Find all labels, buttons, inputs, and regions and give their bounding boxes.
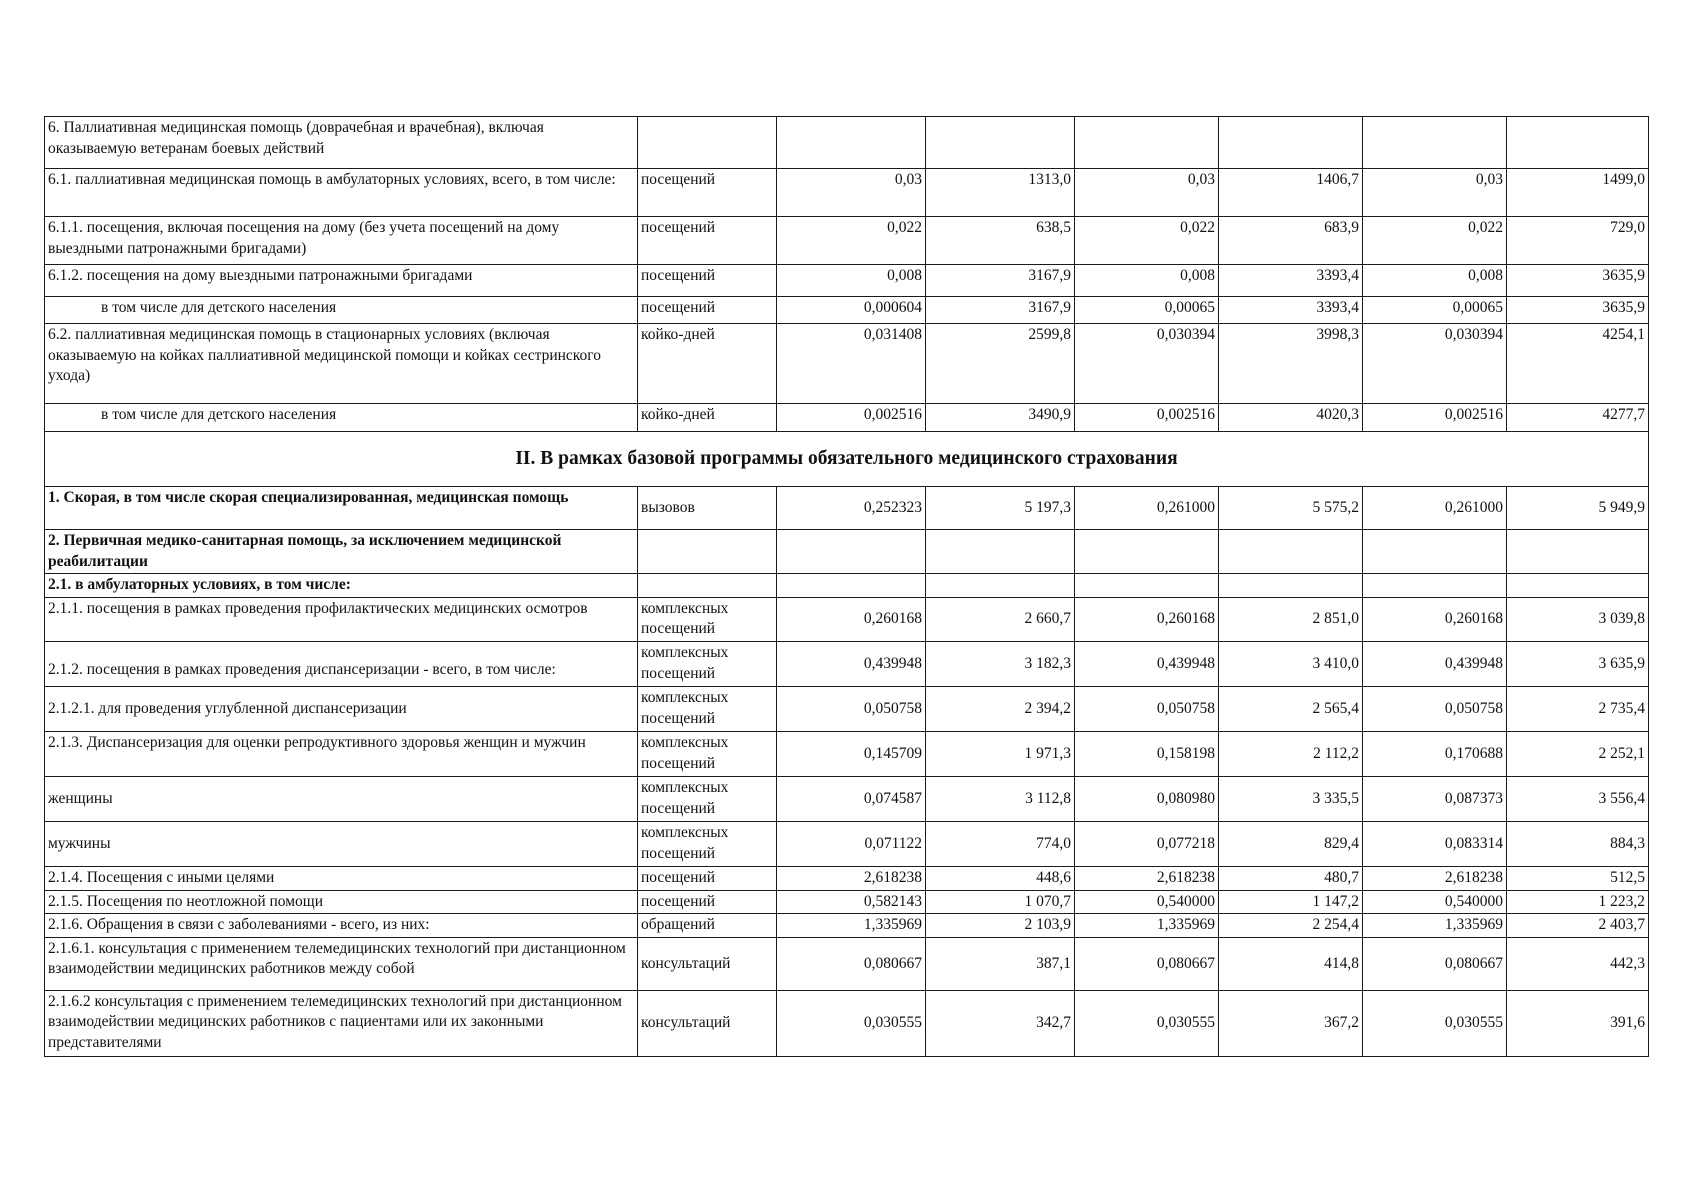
value-cell: 1 223,2 — [1507, 890, 1649, 914]
value-cell: 0,030394 — [1363, 324, 1507, 404]
value-cell — [1363, 117, 1507, 169]
value-cell: 0,261000 — [1363, 487, 1507, 530]
row-unit: комплексных посещений — [638, 597, 777, 641]
value-cell: 0,074587 — [777, 777, 926, 822]
value-cell: 0,540000 — [1363, 890, 1507, 914]
value-cell: 3 039,8 — [1507, 597, 1649, 641]
value-cell: 2 252,1 — [1507, 732, 1649, 777]
value-cell — [926, 117, 1075, 169]
value-cell: 0,008 — [1363, 265, 1507, 297]
value-cell: 0,030555 — [1363, 990, 1507, 1056]
table-row — [45, 217, 1649, 265]
table-row — [45, 265, 1649, 297]
table-row — [45, 732, 1649, 777]
row-unit: комплексных посещений — [638, 642, 777, 687]
value-cell — [1507, 530, 1649, 574]
value-cell: 0,030394 — [1075, 324, 1219, 404]
value-cell: 1,335969 — [777, 914, 926, 938]
value-cell: 2 103,9 — [926, 914, 1075, 938]
value-cell: 1406,7 — [1219, 169, 1363, 217]
row-label: 2. Первичная медико-санитарная помощь, за исключением медицинской реабилитации — [45, 530, 638, 574]
value-cell: 0,00065 — [1075, 297, 1219, 324]
value-cell: 0,145709 — [777, 732, 926, 777]
row-unit: консультаций — [638, 990, 777, 1056]
row-unit: посещений — [638, 217, 777, 265]
value-cell: 0,002516 — [1363, 404, 1507, 432]
table-row — [45, 777, 1649, 822]
value-cell: 0,031408 — [777, 324, 926, 404]
value-cell: 391,6 — [1507, 990, 1649, 1056]
value-cell: 0,050758 — [777, 687, 926, 732]
table-row — [45, 324, 1649, 404]
row-label: 1. Скорая, в том числе скорая специализированная, медицинская помощь — [45, 487, 638, 530]
table-row — [45, 574, 1649, 598]
table-row — [45, 687, 1649, 732]
row-label: 6.1. паллиативная медицинская помощь в амбулаторных условиях, всего, в том числе: — [45, 169, 638, 217]
value-cell: 3167,9 — [926, 265, 1075, 297]
value-cell: 2599,8 — [926, 324, 1075, 404]
value-cell: 2 403,7 — [1507, 914, 1649, 938]
value-cell: 342,7 — [926, 990, 1075, 1056]
value-cell — [926, 530, 1075, 574]
value-cell — [777, 117, 926, 169]
table-row — [45, 937, 1649, 990]
value-cell: 0,030555 — [777, 990, 926, 1056]
value-cell: 480,7 — [1219, 867, 1363, 891]
row-unit — [638, 117, 777, 169]
row-unit: койко-дней — [638, 404, 777, 432]
value-cell: 0,252323 — [777, 487, 926, 530]
value-cell: 0,261000 — [1075, 487, 1219, 530]
table-row — [45, 169, 1649, 217]
value-cell: 0,00065 — [1363, 297, 1507, 324]
value-cell: 0,022 — [777, 217, 926, 265]
value-cell: 0,540000 — [1075, 890, 1219, 914]
norms-table — [44, 116, 1649, 1057]
row-unit: посещений — [638, 867, 777, 891]
row-unit: обращений — [638, 914, 777, 938]
row-unit: консультаций — [638, 937, 777, 990]
row-label: 2.1.6.1. консультация с применением телемедицинских технологий при дистанционном взаимодействии медицинских работников между собой — [45, 937, 638, 990]
value-cell: 3 635,9 — [1507, 642, 1649, 687]
table-row — [45, 990, 1649, 1056]
row-label: 2.1. в амбулаторных условиях, в том числе: — [45, 574, 638, 598]
value-cell: 0,050758 — [1363, 687, 1507, 732]
table-row — [45, 530, 1649, 574]
value-cell: 884,3 — [1507, 822, 1649, 867]
value-cell: 3167,9 — [926, 297, 1075, 324]
value-cell: 2 112,2 — [1219, 732, 1363, 777]
value-cell: 1313,0 — [926, 169, 1075, 217]
value-cell: 0,080667 — [1075, 937, 1219, 990]
value-cell: 442,3 — [1507, 937, 1649, 990]
row-label: 2.1.6.2 консультация с применением телемедицинских технологий при дистанционном взаимодействии медицинских работников с пациентами или их законными представителями — [45, 990, 638, 1056]
value-cell: 1 070,7 — [926, 890, 1075, 914]
table-row — [45, 642, 1649, 687]
value-cell: 683,9 — [1219, 217, 1363, 265]
table-row — [45, 487, 1649, 530]
value-cell — [1219, 530, 1363, 574]
value-cell — [1075, 117, 1219, 169]
row-unit: посещений — [638, 890, 777, 914]
row-label: в том числе для детского населения — [45, 404, 638, 432]
value-cell: 5 949,9 — [1507, 487, 1649, 530]
value-cell: 2 851,0 — [1219, 597, 1363, 641]
value-cell: 0,03 — [1363, 169, 1507, 217]
value-cell: 2,618238 — [1363, 867, 1507, 891]
value-cell: 0,080667 — [777, 937, 926, 990]
value-cell: 3 410,0 — [1219, 642, 1363, 687]
value-cell: 3998,3 — [1219, 324, 1363, 404]
row-label: 6. Паллиативная медицинская помощь (доврачебная и врачебная), включая оказываемую ветеранам боевых действий — [45, 117, 638, 169]
value-cell: 3 182,3 — [926, 642, 1075, 687]
table-row — [45, 822, 1649, 867]
value-cell: 729,0 — [1507, 217, 1649, 265]
value-cell: 0,030555 — [1075, 990, 1219, 1056]
value-cell: 2,618238 — [777, 867, 926, 891]
value-cell: 774,0 — [926, 822, 1075, 867]
row-label: 2.1.3. Диспансеризация для оценки репродуктивного здоровья женщин и мужчин — [45, 732, 638, 777]
row-unit: комплексных посещений — [638, 822, 777, 867]
value-cell: 3 335,5 — [1219, 777, 1363, 822]
value-cell: 2 394,2 — [926, 687, 1075, 732]
row-label: 2.1.6. Обращения в связи с заболеваниями - всего, из них: — [45, 914, 638, 938]
value-cell: 1,335969 — [1363, 914, 1507, 938]
value-cell: 0,439948 — [1075, 642, 1219, 687]
table-row — [45, 867, 1649, 891]
value-cell: 0,000604 — [777, 297, 926, 324]
value-cell: 4277,7 — [1507, 404, 1649, 432]
row-unit: комплексных посещений — [638, 687, 777, 732]
value-cell: 0,077218 — [1075, 822, 1219, 867]
table-row — [45, 117, 1649, 169]
value-cell: 0,158198 — [1075, 732, 1219, 777]
row-label: 2.1.2. посещения в рамках проведения диспансеризации - всего, в том числе: — [45, 642, 638, 687]
value-cell: 3635,9 — [1507, 297, 1649, 324]
value-cell — [1363, 530, 1507, 574]
row-unit — [638, 530, 777, 574]
row-label: 2.1.4. Посещения с иными целями — [45, 867, 638, 891]
value-cell: 0,170688 — [1363, 732, 1507, 777]
row-unit: комплексных посещений — [638, 732, 777, 777]
value-cell — [1363, 574, 1507, 598]
value-cell: 0,022 — [1075, 217, 1219, 265]
value-cell: 0,080667 — [1363, 937, 1507, 990]
row-unit: посещений — [638, 265, 777, 297]
value-cell: 0,03 — [1075, 169, 1219, 217]
value-cell: 0,008 — [1075, 265, 1219, 297]
value-cell — [777, 530, 926, 574]
value-cell: 1499,0 — [1507, 169, 1649, 217]
row-unit: комплексных посещений — [638, 777, 777, 822]
value-cell: 0,439948 — [777, 642, 926, 687]
value-cell: 0,439948 — [1363, 642, 1507, 687]
value-cell: 0,022 — [1363, 217, 1507, 265]
value-cell: 2 660,7 — [926, 597, 1075, 641]
row-unit: посещений — [638, 297, 777, 324]
value-cell: 1 147,2 — [1219, 890, 1363, 914]
table-row — [45, 404, 1649, 432]
row-label: 6.1.1. посещения, включая посещения на дому (без учета посещений на дому выездными патронажными бригадами) — [45, 217, 638, 265]
value-cell: 0,260168 — [1363, 597, 1507, 641]
value-cell: 1,335969 — [1075, 914, 1219, 938]
row-label: 2.1.1. посещения в рамках проведения профилактических медицинских осмотров — [45, 597, 638, 641]
value-cell: 829,4 — [1219, 822, 1363, 867]
value-cell — [777, 574, 926, 598]
value-cell: 387,1 — [926, 937, 1075, 990]
value-cell: 0,071122 — [777, 822, 926, 867]
value-cell — [1075, 574, 1219, 598]
value-cell: 5 197,3 — [926, 487, 1075, 530]
value-cell: 2 565,4 — [1219, 687, 1363, 732]
value-cell: 448,6 — [926, 867, 1075, 891]
value-cell: 3393,4 — [1219, 297, 1363, 324]
value-cell: 0,002516 — [1075, 404, 1219, 432]
value-cell: 414,8 — [1219, 937, 1363, 990]
section-row — [45, 432, 1649, 487]
value-cell: 2 735,4 — [1507, 687, 1649, 732]
value-cell: 5 575,2 — [1219, 487, 1363, 530]
row-label: мужчины — [45, 822, 638, 867]
table-row — [45, 297, 1649, 324]
value-cell: 512,5 — [1507, 867, 1649, 891]
value-cell: 0,008 — [777, 265, 926, 297]
value-cell: 638,5 — [926, 217, 1075, 265]
value-cell: 2 254,4 — [1219, 914, 1363, 938]
row-label: 6.2. паллиативная медицинская помощь в стационарных условиях (включая оказываемую на койках паллиативной медицинской помощи и койках сестринского ухода) — [45, 324, 638, 404]
value-cell — [1219, 117, 1363, 169]
value-cell — [1507, 117, 1649, 169]
table-row — [45, 597, 1649, 641]
value-cell — [926, 574, 1075, 598]
value-cell: 0,050758 — [1075, 687, 1219, 732]
value-cell: 0,087373 — [1363, 777, 1507, 822]
value-cell: 1 971,3 — [926, 732, 1075, 777]
row-unit — [638, 574, 777, 598]
row-unit: койко-дней — [638, 324, 777, 404]
value-cell — [1507, 574, 1649, 598]
value-cell: 4020,3 — [1219, 404, 1363, 432]
value-cell — [1219, 574, 1363, 598]
value-cell: 3635,9 — [1507, 265, 1649, 297]
row-unit: посещений — [638, 169, 777, 217]
row-label: 2.1.5. Посещения по неотложной помощи — [45, 890, 638, 914]
value-cell — [1075, 530, 1219, 574]
value-cell: 2,618238 — [1075, 867, 1219, 891]
row-label: женщины — [45, 777, 638, 822]
value-cell: 0,260168 — [1075, 597, 1219, 641]
value-cell: 3393,4 — [1219, 265, 1363, 297]
value-cell: 367,2 — [1219, 990, 1363, 1056]
value-cell: 0,083314 — [1363, 822, 1507, 867]
row-label: в том числе для детского населения — [45, 297, 638, 324]
value-cell: 0,002516 — [777, 404, 926, 432]
value-cell: 0,260168 — [777, 597, 926, 641]
value-cell: 4254,1 — [1507, 324, 1649, 404]
section-title: II. В рамках базовой программы обязательного медицинского страхования — [45, 432, 1649, 487]
value-cell: 3 112,8 — [926, 777, 1075, 822]
value-cell: 0,03 — [777, 169, 926, 217]
value-cell: 0,080980 — [1075, 777, 1219, 822]
value-cell: 0,582143 — [777, 890, 926, 914]
row-unit: вызовов — [638, 487, 777, 530]
table-row — [45, 914, 1649, 938]
value-cell: 3 556,4 — [1507, 777, 1649, 822]
row-label: 6.1.2. посещения на дому выездными патронажными бригадами — [45, 265, 638, 297]
table-row — [45, 890, 1649, 914]
value-cell: 3490,9 — [926, 404, 1075, 432]
row-label: 2.1.2.1. для проведения углубленной диспансеризации — [45, 687, 638, 732]
